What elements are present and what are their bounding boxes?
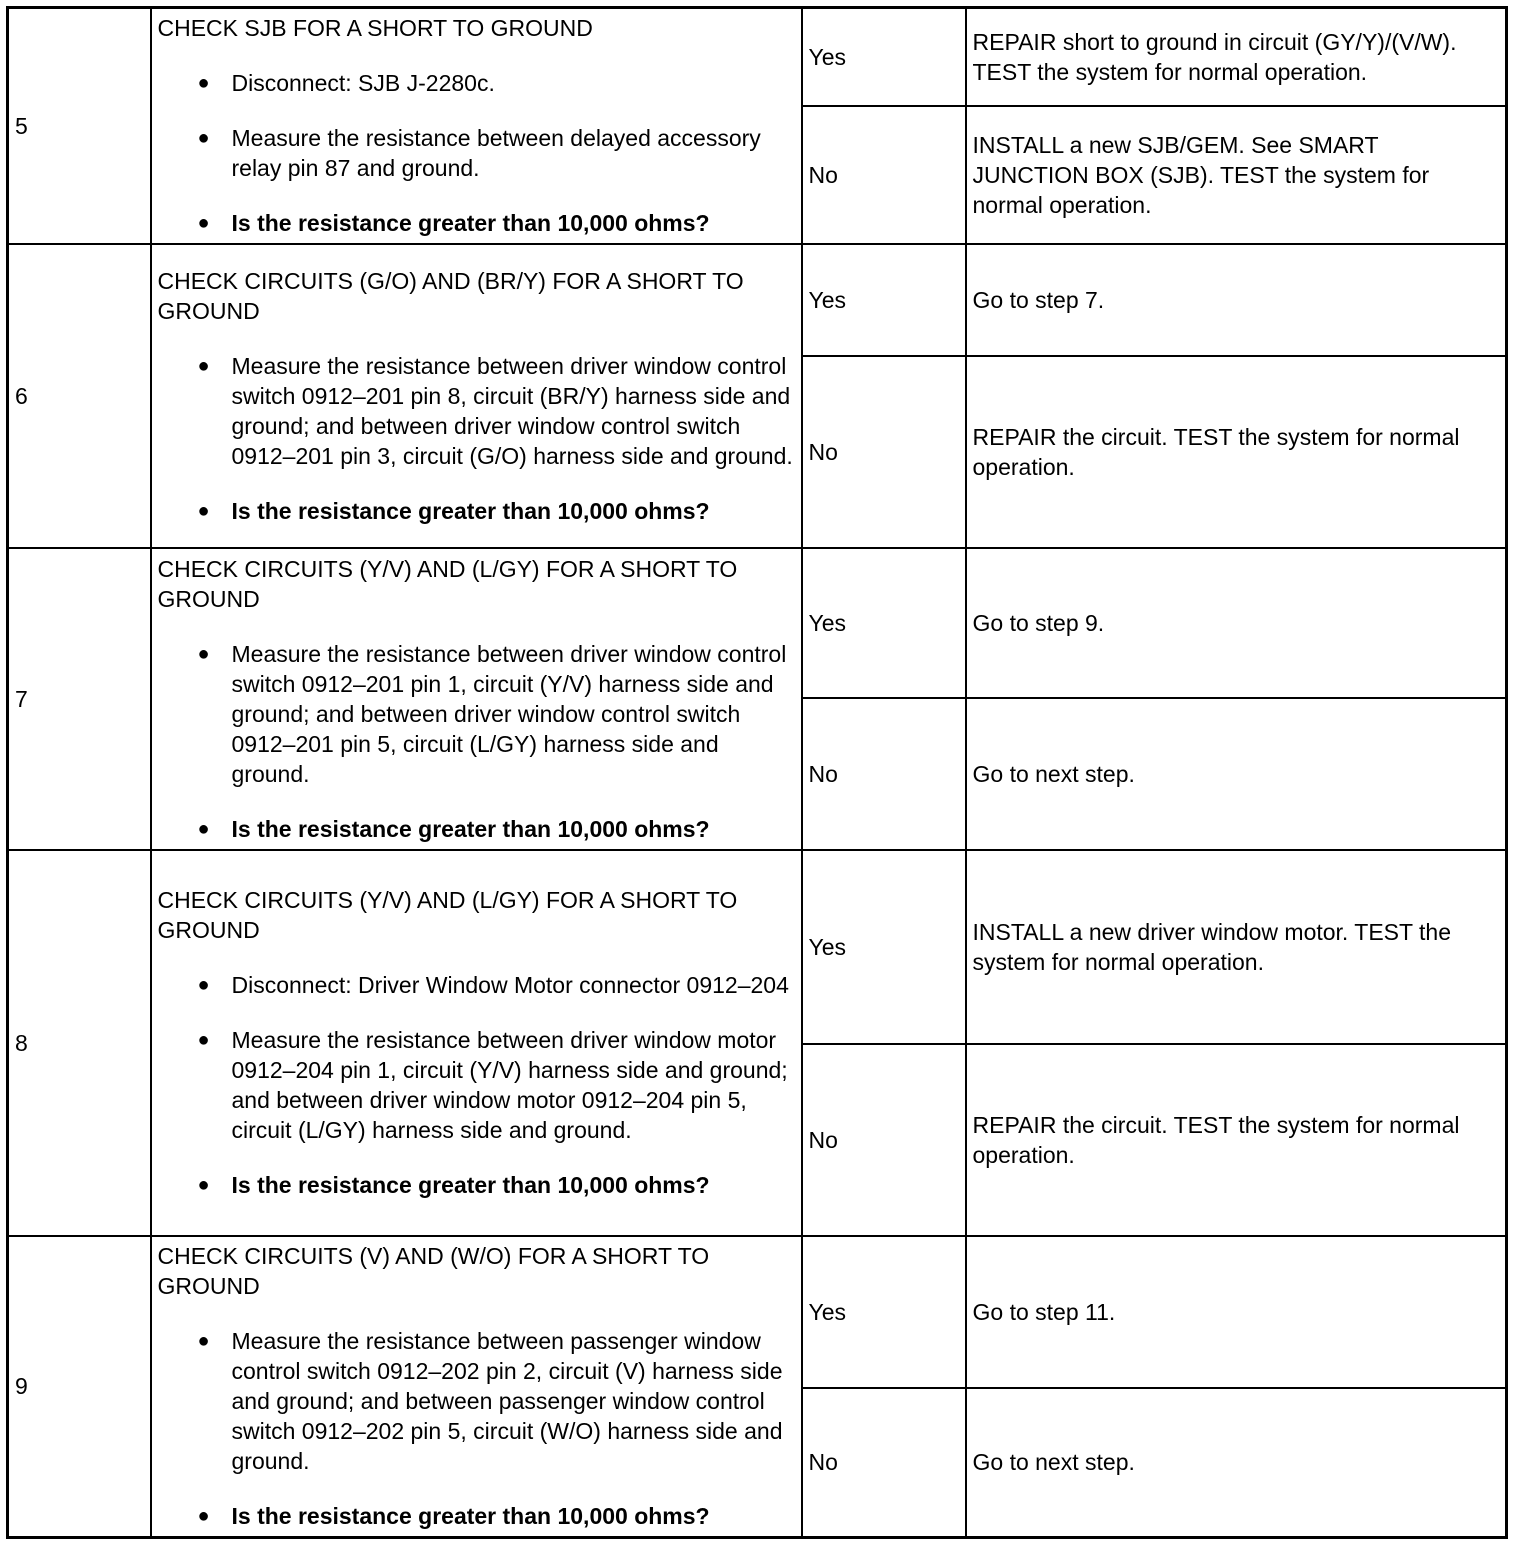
test-title: CHECK CIRCUITS (Y/V) AND (L/GY) FOR A SHORT TO GROUND bbox=[157, 887, 738, 943]
no-label: No bbox=[802, 1044, 966, 1236]
yes-action: REPAIR short to ground in circuit (GY/Y)/(V/W). TEST the system for normal operation. bbox=[966, 8, 1507, 106]
no-action: REPAIR the circuit. TEST the system for normal operation. bbox=[966, 356, 1507, 548]
test-question: ● Is the resistance greater than 10,000 ohms? bbox=[158, 1501, 795, 1531]
yes-action: Go to step 9. bbox=[966, 548, 1507, 698]
test-bullet: ● Disconnect: Driver Window Motor connector 0912–204 bbox=[158, 970, 795, 1000]
test-bullet: ● Measure the resistance between passenger window control switch 0912–202 pin 2, circuit (V) harness side and ground; and between passenger window control switch 0912–202 pin 5, circuit (W/O) harness side and ground. bbox=[158, 1326, 795, 1476]
test-bullet: ● Measure the resistance between driver window control switch 0912–201 pin 1, circuit (Y/V) harness side and ground; and between driver window control switch 0912–201 pin 5, circuit (L/GY) harness side and ground. bbox=[158, 639, 795, 789]
step-number: 8 bbox=[8, 850, 151, 1236]
step-number: 7 bbox=[8, 548, 151, 850]
test-bullet: ● Measure the resistance between driver window control switch 0912–201 pin 8, circuit (BR/Y) harness side and ground; and between driver window control switch 0912–201 pin 3, circuit (G/O) harness side and ground. bbox=[158, 351, 795, 471]
test-title: CHECK CIRCUITS (G/O) AND (BR/Y) FOR A SHORT TO GROUND bbox=[157, 267, 744, 324]
no-label: No bbox=[802, 356, 966, 548]
yes-action: INSTALL a new driver window motor. TEST the system for normal operation. bbox=[966, 850, 1507, 1044]
test-bullet: ● Disconnect: SJB J-2280c. bbox=[158, 68, 795, 98]
test-bullets bbox=[158, 639, 795, 844]
table-row bbox=[8, 244, 1507, 356]
step-number: 6 bbox=[8, 244, 151, 548]
test-bullets bbox=[158, 68, 795, 238]
test-question: ● Is the resistance greater than 10,000 ohms? bbox=[158, 496, 795, 526]
test-bullets bbox=[158, 351, 795, 526]
test-bullet: ● Measure the resistance between delayed accessory relay pin 87 and ground. bbox=[158, 123, 795, 183]
no-action: Go to next step. bbox=[966, 698, 1507, 850]
diagnostic-table bbox=[6, 6, 1508, 1539]
test-title: CHECK CIRCUITS (V) AND (W/O) FOR A SHORT TO GROUND bbox=[157, 1243, 710, 1300]
table-row bbox=[8, 1236, 1507, 1388]
table-row bbox=[8, 548, 1507, 698]
yes-action: Go to step 7. bbox=[966, 244, 1507, 356]
test-question: ● Is the resistance greater than 10,000 ohms? bbox=[158, 1170, 795, 1200]
test-cell bbox=[151, 8, 802, 244]
yes-label: Yes bbox=[802, 244, 966, 356]
test-cell bbox=[151, 548, 802, 850]
table-row bbox=[8, 8, 1507, 106]
test-bullet: ● Measure the resistance between driver window motor 0912–204 pin 1, circuit (Y/V) harness side and ground; and between driver window motor 0912–204 pin 5, circuit (L/GY) harness side and ground. bbox=[158, 1025, 795, 1145]
yes-action: Go to step 11. bbox=[966, 1236, 1507, 1388]
test-bullets bbox=[158, 1326, 795, 1531]
test-title: CHECK CIRCUITS (Y/V) AND (L/GY) FOR A SHORT TO GROUND bbox=[157, 555, 738, 612]
no-action: INSTALL a new SJB/GEM. See SMART JUNCTION BOX (SJB). TEST the system for normal operation. bbox=[966, 106, 1507, 244]
test-cell bbox=[151, 244, 802, 548]
no-label: No bbox=[802, 106, 966, 244]
test-cell bbox=[151, 850, 802, 1236]
yes-label: Yes bbox=[802, 1236, 966, 1388]
test-bullets bbox=[158, 970, 795, 1200]
test-question: ● Is the resistance greater than 10,000 ohms? bbox=[158, 814, 795, 844]
table-row bbox=[8, 850, 1507, 1044]
yes-label: Yes bbox=[802, 8, 966, 106]
no-action: REPAIR the circuit. TEST the system for normal operation. bbox=[966, 1044, 1507, 1236]
test-title: CHECK SJB FOR A SHORT TO GROUND bbox=[157, 15, 593, 42]
no-action: Go to next step. bbox=[966, 1388, 1507, 1538]
test-cell bbox=[151, 1236, 802, 1538]
step-number: 9 bbox=[8, 1236, 151, 1538]
yes-label: Yes bbox=[802, 850, 966, 1044]
no-label: No bbox=[802, 698, 966, 850]
test-question: ● Is the resistance greater than 10,000 ohms? bbox=[158, 208, 795, 238]
no-label: No bbox=[802, 1388, 966, 1538]
yes-label: Yes bbox=[802, 548, 966, 698]
step-number: 5 bbox=[8, 8, 151, 244]
